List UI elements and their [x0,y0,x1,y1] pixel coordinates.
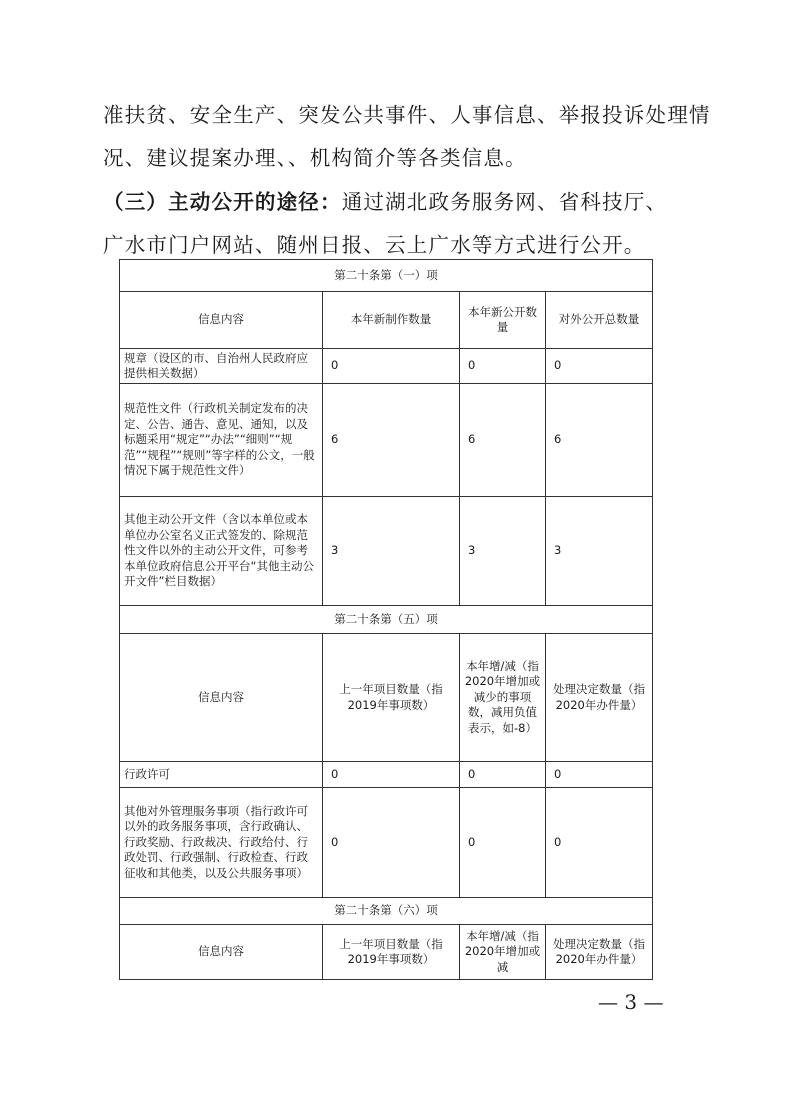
value-cell: 0 [460,349,546,384]
table-row [120,788,653,898]
header-cell: 处理决定数量（指2020年办件量） [546,634,653,762]
section-heading-text: 通过湖北政务服务网、省科技厅、 [341,190,668,214]
section-title: 第二十条第（六）项 [120,898,653,925]
value-cell: 3 [460,497,546,606]
table-row [120,497,653,606]
header-cell: 信息内容 [120,925,323,980]
value-cell: 0 [460,762,546,788]
header-cell: 上一年项目数量（指2019年事项数） [323,925,460,980]
header-cell: 本年新公开数量 [460,292,546,349]
value-cell: 0 [323,349,460,384]
header-cell: 对外公开总数量 [546,292,653,349]
row-label: 行政许可 [120,762,323,788]
section-title: 第二十条第（一）项 [120,260,653,292]
row-label: 规范性文件（行政机关制定发布的决定、公告、通告、意见、通知，以及标题采用“规定”“办法”“细则”“规范”“规程”“规则”等字样的公文，一般情况下属于规范性文件） [120,384,323,497]
header-cell: 本年增/减（指2020年增加或减 [460,925,546,980]
header-cell: 本年新制作数量 [323,292,460,349]
value-cell: 0 [323,762,460,788]
section-heading: （三）主动公开的途径： [103,190,342,214]
header-cell: 信息内容 [120,292,323,349]
section-title: 第二十条第（五）项 [120,606,653,634]
body-paragraph-line: 准扶贫、安全生产、突发公共事件、人事信息、举报投诉处理情 [103,103,711,127]
value-cell: 0 [323,788,460,898]
row-label: 规章（设区的市、自治州人民政府应提供相关数据） [120,349,323,384]
row-label: 其他对外管理服务事项（指行政许可以外的政务服务事项，含行政确认、行政奖励、行政裁决、行政给付、行政处罚、行政强制、行政检查、行政征收和其他类，以及公共服务事项） [120,788,323,898]
value-cell: 0 [546,788,653,898]
header-cell: 本年增/减（指2020年增加或减少的事项数，减用负值表示，如-8） [460,634,546,762]
body-paragraph-line [103,185,693,215]
value-cell: 0 [460,788,546,898]
disclosure-table [119,259,653,980]
value-cell: 3 [546,497,653,606]
value-cell: 6 [460,384,546,497]
table-row [120,384,653,497]
body-paragraph-line: 况、建议提案办理、、机构简介等各类信息。 [103,146,527,170]
header-cell: 上一年项目数量（指2019年事项数） [323,634,460,762]
value-cell: 0 [546,349,653,384]
value-cell: 0 [546,762,653,788]
header-cell: 信息内容 [120,634,323,762]
value-cell: 3 [323,497,460,606]
row-label: 其他主动公开文件（含以本单位或本单位办公室名义正式签发的、除规范性文件以外的主动公开文件，可参考本单位政府信息公开平台“其他主动公开文件”栏目数据） [120,497,323,606]
table-row [120,349,653,384]
page-number: — 3 — [598,990,664,1014]
body-paragraph-line: 广水市门户网站、随州日报、云上广水等方式进行公开。 [103,233,646,257]
table-row [120,762,653,788]
header-cell: 处理决定数量（指2020年办件量） [546,925,653,980]
value-cell: 6 [323,384,460,497]
value-cell: 6 [546,384,653,497]
